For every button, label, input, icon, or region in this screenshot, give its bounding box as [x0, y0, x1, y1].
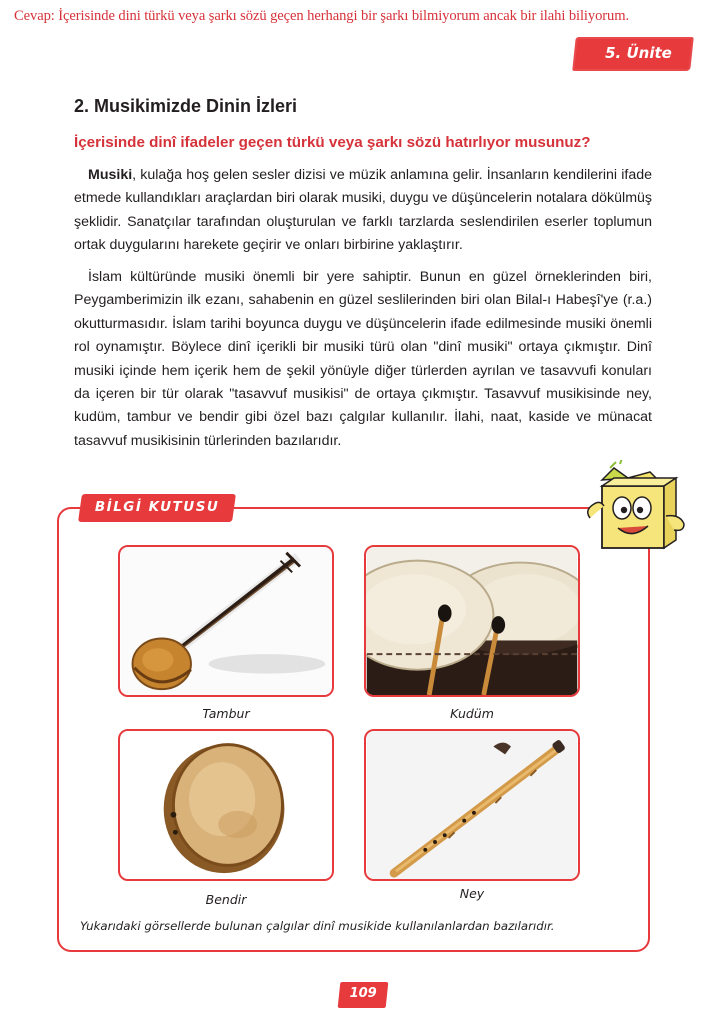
term-musiki: Musiki	[88, 167, 133, 183]
ney-icon	[366, 731, 578, 879]
section-title: 2. Musikimizde Dinin İzleri	[74, 96, 298, 116]
paragraph-musiki	[74, 164, 652, 258]
box-mascot-icon	[580, 460, 690, 560]
kudum-icon	[366, 547, 578, 695]
unit-label: 5. Ünite	[605, 44, 673, 62]
page-number-badge	[338, 982, 389, 1008]
unit-badge	[572, 37, 694, 71]
paragraph-musiki-text: , kulağa hoş gelen sesler dizisi ve müzik anlamına gelir. İnsanların kendilerini ifade etmede kullandıkları araçlardan biri olarak musiki, duygu ve düşüncelerin notalara dökülmüş şeklidir. Sanatçılar tarafından oluşturulan ve farklı tarzlarda seslendirilen eserler toplumun ortak duygularını harekete geçirir ve onları birbirine yaklaştırır.	[74, 167, 652, 254]
caption-bendir: Bendir	[205, 892, 247, 907]
page-number: 109	[349, 986, 377, 1001]
paragraph-islam-text: İslam kültüründe musiki önemli bir yere sahiptir. Bunun en güzel örneklerinden biri, Peygamberimizin ilk ezanı, sahabenin en güzel seslilerinden biri olan Bilal-ı Habeşî'ye (r.a.) okutturmasıdır. İslam tarihi boyunca duygu ve düşüncelerin ifade edilmesinde musiki önemli rol oynamıştır. Böylece dinî içerikli bir musiki türü olan "dinî musiki" ortaya çıkmıştır. Dinî musiki içinde hem içerik hem de şekil yönüyle diğer türlerden ayrılan ve tasavvufi konuları da içeren bir tür olarak "tasavvuf musikisi" de ortaya çıkmıştır. Tasavvuf musikisinde ney, kudüm, tambur ve bendir gibi özel bazı çalgılar kullanılır. İlahi, naat, kaside ve münacat tasavvuf musikisinin türlerinden bazılarıdır.	[74, 269, 652, 449]
tambur-icon	[120, 547, 332, 695]
question-heading: İçerisinde dinî ifadeler geçen türkü veya şarkı sözü hatırlıyor musunuz?	[74, 134, 591, 151]
kudum-photo	[364, 545, 580, 697]
info-box-label-text: BİLGİ KUTUSU	[94, 499, 220, 515]
info-box-note: Yukarıdaki görsellerde bulunan çalgılar dinî musikide kullanılanlardan bazılarıdır.	[80, 919, 555, 933]
info-box-label	[78, 494, 236, 522]
bendir-photo	[118, 729, 334, 881]
paragraph-islam	[74, 266, 652, 453]
tambur-photo	[118, 545, 334, 697]
answer-text: Cevap: İçerisinde dini türkü veya şarkı sözü geçen herhangi bir şarkı bilmiyorum ancak bir ilahi biliyorum.	[14, 8, 630, 24]
caption-kudum: Kudüm	[450, 706, 494, 721]
caption-ney: Ney	[459, 886, 485, 901]
caption-tambur: Tambur	[202, 706, 250, 721]
ney-photo	[364, 729, 580, 881]
bendir-icon	[120, 731, 332, 879]
